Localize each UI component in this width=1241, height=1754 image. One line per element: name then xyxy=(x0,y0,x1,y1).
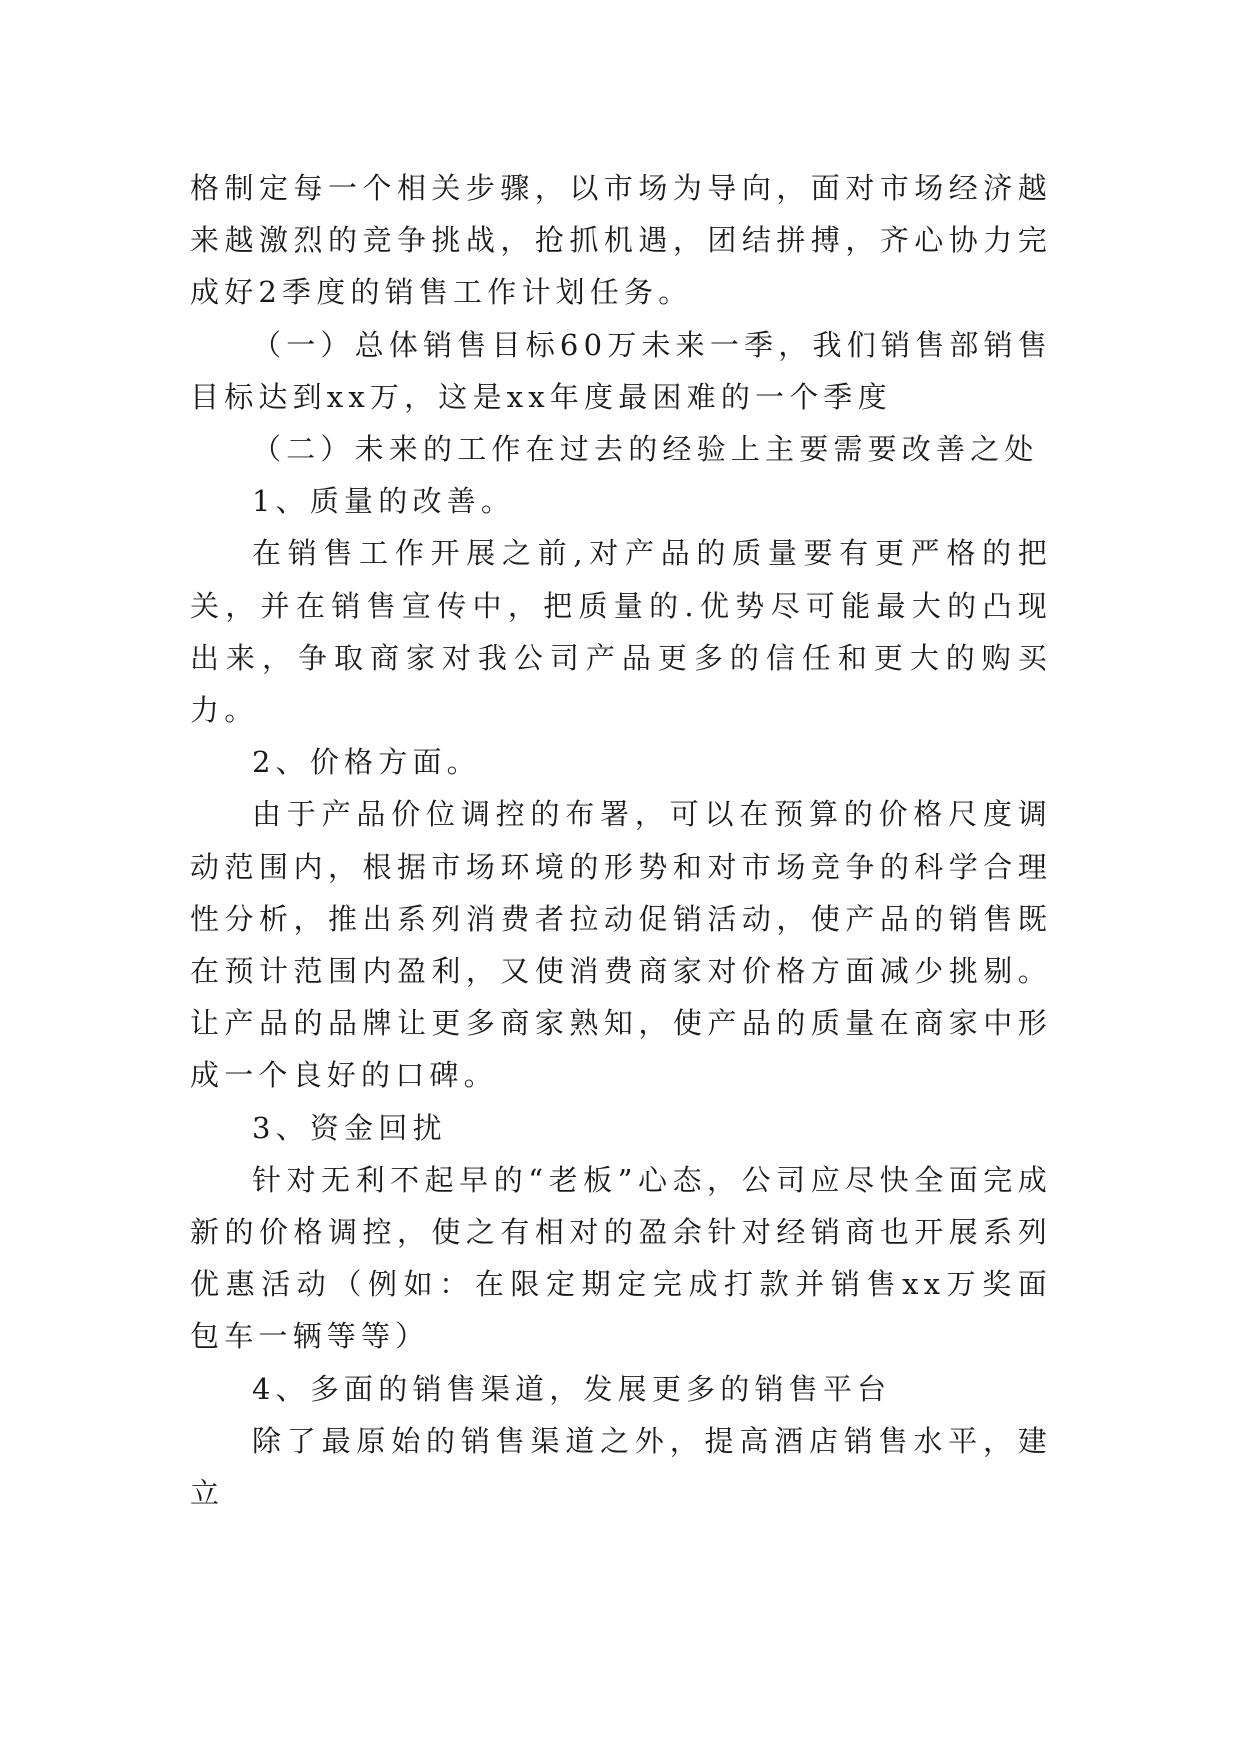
paragraph-quality: 在销售工作开展之前,对产品的质量要有更严格的把关，并在销售宣传中，把质量的.优势尽可能最大的凸现出来，争取商家对我公司产品更多的信任和更大的购买力。 xyxy=(190,536,1052,728)
paragraph-channels: 除了最原始的销售渠道之外，提高酒店销售水平，建立 xyxy=(190,1423,1052,1511)
document-body xyxy=(190,162,1052,1519)
heading-quality: 1、质量的改善。 xyxy=(252,484,516,519)
paragraph-sales-target: （一）总体销售目标60万未来一季，我们销售部销售目标达到xx万，这是xx年度最困难的一个季度 xyxy=(190,327,1052,414)
paragraph-intro: 格制定每一个相关步骤，以市场为导向，面对市场经济越来越激烈的竞争挑战，抢抓机遇，团结拼搏，齐心协力完成好2季度的销售工作计划任务。 xyxy=(190,171,1052,310)
paragraph-price: 由于产品价位调控的布署，可以在预算的价格尺度调动范围内，根据市场环境的形势和对市场竞争的科学合理性分析，推出系列消费者拉动促销活动，使产品的销售既在预计范围内盈利，又使消费商家对价格方面减少挑剔。让产品的品牌让更多商家熟知，使产品的质量在商家中形成一个良好的口碑。 xyxy=(190,797,1052,1093)
paragraph-improvement-heading: （二）未来的工作在过去的经验上主要需要改善之处 xyxy=(252,432,1039,467)
heading-channels: 4、多面的销售渠道，发展更多的销售平台 xyxy=(252,1371,892,1406)
paragraph-funds: 针对无利不起早的“老板”心态，公司应尽快全面完成新的价格调控，使之有相对的盈余针对经销商也开展系列优惠活动（例如：在限定期定完成打款并销售xx万奖面包车一辆等等） xyxy=(190,1162,1052,1354)
heading-price: 2、价格方面。 xyxy=(252,745,481,780)
heading-funds: 3、资金回扰 xyxy=(252,1110,447,1145)
